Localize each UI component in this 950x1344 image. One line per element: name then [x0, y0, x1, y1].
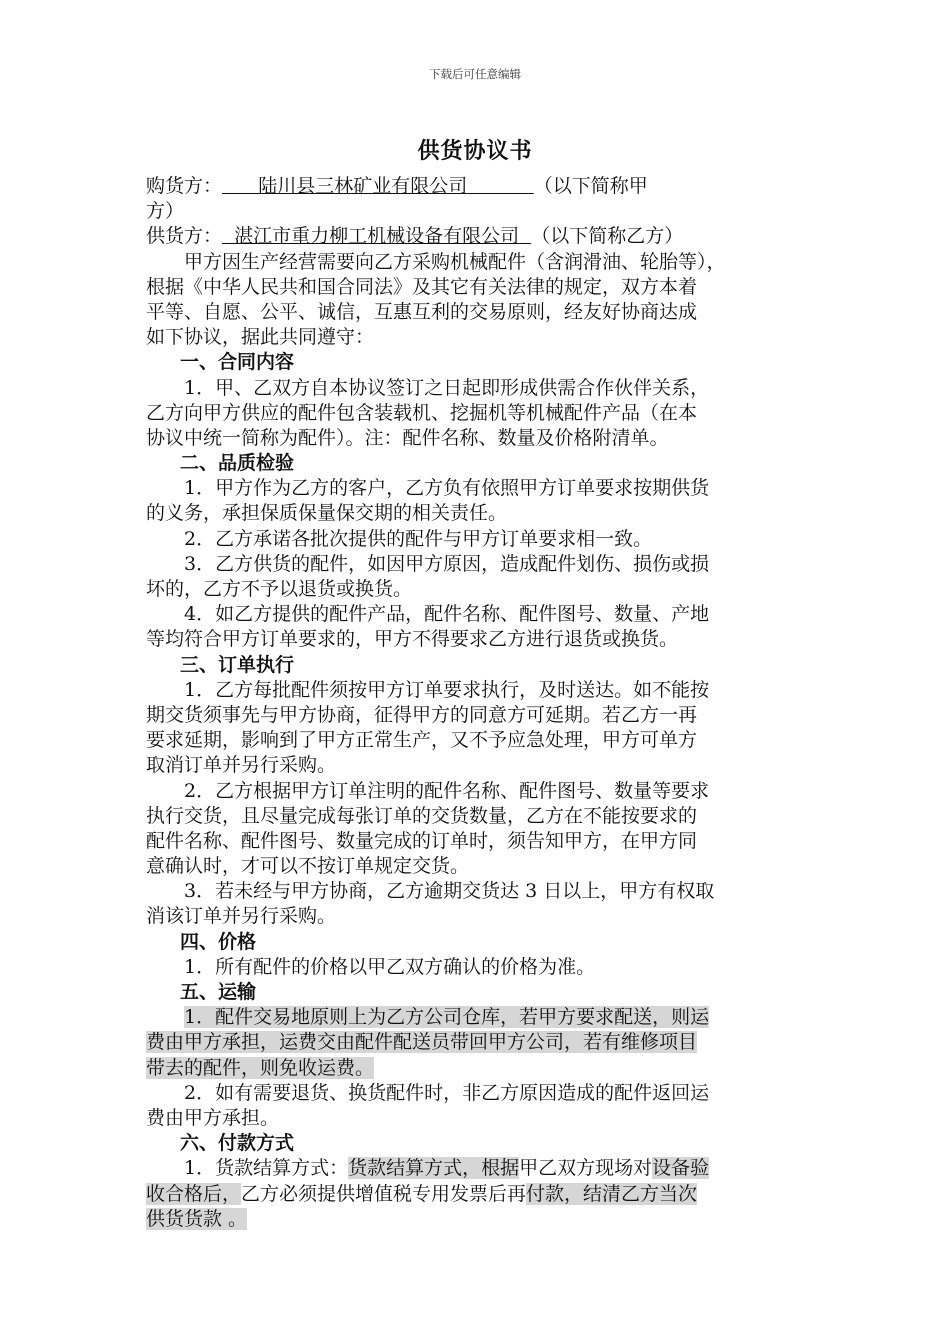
paragraph-line: 1．甲方作为乙方的客户，乙方负有依照甲方订单要求按期供货: [184, 477, 710, 500]
document-title: 供货协议书: [417, 138, 533, 164]
paragraph-line: 1．乙方每批配件须按甲方订单要求执行，及时送达。如不能按: [184, 678, 710, 701]
intro-line: 如下协议，据此共同遵守：: [146, 326, 375, 349]
section-heading: 三、订单执行: [180, 653, 295, 676]
supplier-name-field: 湛江市重力柳工机械设备有限公司: [234, 225, 520, 248]
intro-line: 甲方因生产经营需要向乙方采购机械配件（含润滑油、轮胎等），: [184, 250, 726, 273]
paragraph-line: 2．乙方承诺各批次提供的配件与甲方订单要求相一致。: [184, 527, 653, 550]
paragraph-line: 1．甲、乙双方自本协议签订之日起即形成供需合作伙伴关系，: [184, 376, 710, 399]
paragraph-line: 坏的，乙方不予以退货或换货。: [146, 578, 413, 600]
section-heading: 一、合同内容: [180, 351, 295, 374]
intro-line: 根据《中华人民共和国合同法》及其它有关法律的规定，双方本着: [146, 275, 698, 298]
paragraph-line: 乙方向甲方供应的配件包含装载机、挖掘机等机械配件产品（在本: [146, 401, 698, 424]
highlighted-line: 带去的配件，则免收运费。: [146, 1056, 375, 1079]
paragraph-line: 3．乙方供货的配件，如因甲方原因，造成配件划伤、损伤或损: [184, 552, 710, 575]
paragraph-line: 期交货须事先与甲方协商，征得甲方的同意方可延期。若乙方一再: [146, 703, 698, 726]
buyer-line: 购货方： 陆川县三林矿业有限公司 （以下简称甲: [146, 175, 648, 197]
paragraph-line: 的义务，承担保质保量保交期的相关责任。: [146, 502, 508, 525]
paragraph-line: 消该订单并另行采购。: [146, 905, 337, 928]
paragraph-line: 费由甲方承担。: [146, 1106, 280, 1129]
paragraph-line: 意确认时，才可以不按订单规定交货。: [146, 855, 470, 878]
paragraph-line: 1．所有配件的价格以甲乙双方确认的价格为准。: [184, 955, 596, 978]
paragraph-line: 协议中统一简称为配件）。注：配件名称、数量及价格附清单。: [146, 426, 669, 449]
payment-line: 1．货款结算方式：货款结算方式，根据甲乙双方现场对设备验: [184, 1157, 710, 1180]
paragraph-line: 执行交货，且尽量完成每张订单的交货数量，乙方在不能按要求的: [146, 804, 698, 827]
paragraph-line: 配件名称、配件图号、数量完成的订单时，须告知甲方，在甲方同: [146, 829, 698, 852]
paragraph-line: 取消订单并另行采购。: [146, 754, 337, 777]
paragraph-line: 2．乙方根据甲方订单注明的配件名称、配件图号、数量等要求: [184, 779, 710, 802]
supplier-line: 供货方： 湛江市重力柳工机械设备有限公司 （以下简称乙方）: [146, 225, 684, 248]
paragraph-line: 3．若未经与甲方协商，乙方逾期交货达 3 日以上，甲方有权取: [184, 880, 715, 903]
paragraph-line: 等均符合甲方订单要求的，甲方不得要求乙方进行退货或换货。: [146, 628, 679, 651]
buyer-line-cont: 方）: [146, 200, 185, 223]
intro-line: 平等、自愿、公平、诚信，互惠互利的交易原则，经友好协商达成: [146, 300, 698, 323]
section-heading: 六、付款方式: [180, 1132, 295, 1155]
highlighted-line: 1．配件交易地原则上为乙方公司仓库，若甲方要求配送，则运: [184, 1006, 710, 1029]
buyer-name-field: 陆川县三林矿业有限公司: [258, 175, 468, 197]
payment-line: 供货货款 。: [146, 1207, 248, 1230]
download-watermark: 下载后可任意编辑: [429, 67, 521, 81]
section-heading: 二、品质检验: [180, 452, 295, 475]
document-body: [146, 174, 796, 1232]
paragraph-line: 4．如乙方提供的配件产品，配件名称、配件图号、数量、产地: [184, 603, 710, 626]
section-heading: 四、价格: [180, 930, 257, 953]
paragraph-line: 要求延期，影响到了甲方正常生产，又不予应急处理，甲方可单方: [146, 729, 698, 752]
payment-line: 收合格后，乙方必须提供增值税专用发票后再付款，结清乙方当次: [146, 1182, 698, 1205]
section-heading: 五、运输: [180, 981, 257, 1003]
highlighted-line: 费由甲方承担，运费交由配件配送员带回甲方公司，若有维修项目: [146, 1031, 698, 1054]
paragraph-line: 2．如有需要退货、换货配件时，非乙方原因造成的配件返回运: [184, 1081, 710, 1104]
